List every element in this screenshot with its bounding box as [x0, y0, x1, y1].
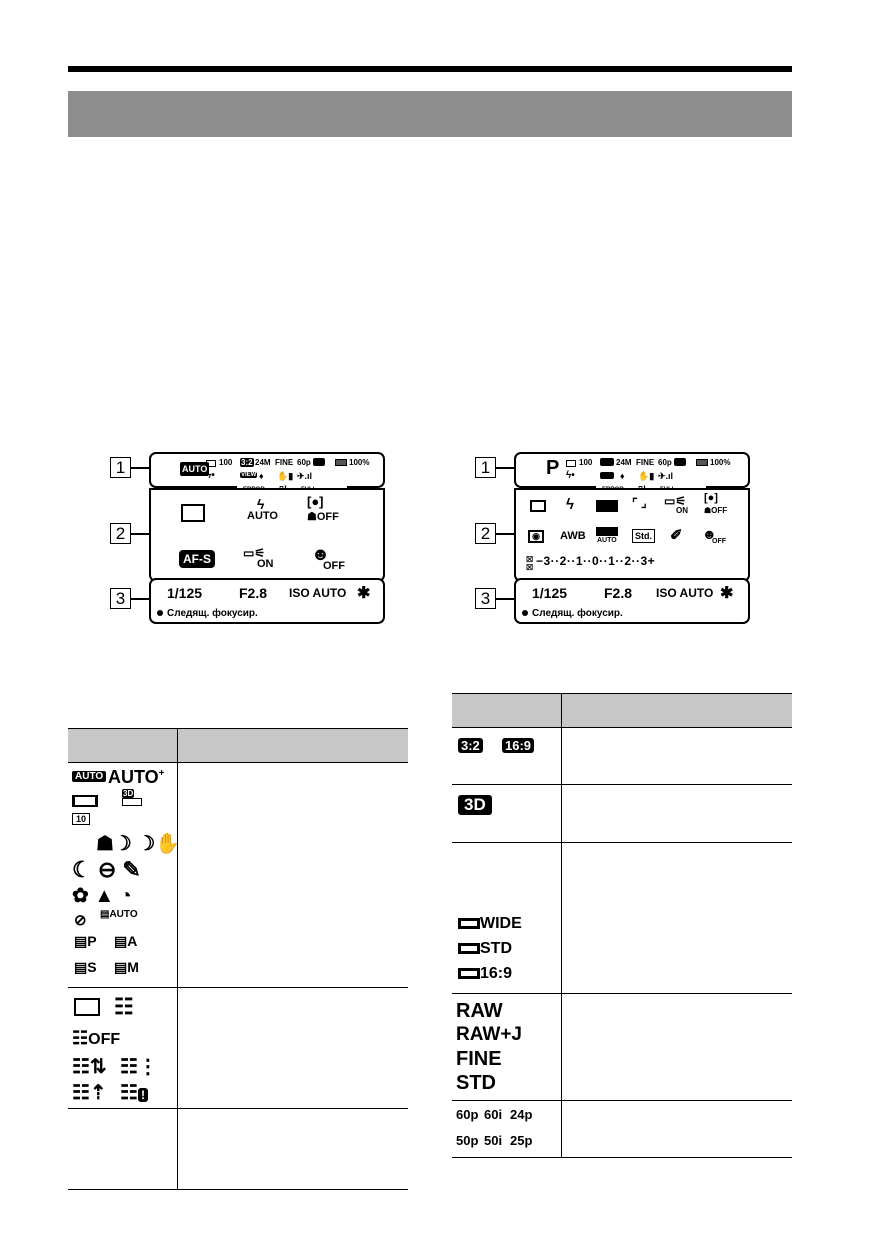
- quality-raw: RAW: [456, 1000, 503, 1022]
- dro-auto: AUTO: [597, 537, 617, 544]
- card-icon: [566, 459, 576, 468]
- auto-mode-icon: AUTO: [72, 771, 106, 782]
- shot-count: 100: [579, 458, 593, 467]
- creative-style: Std.: [632, 529, 655, 543]
- flash-charge-icon: ϟ•: [566, 470, 575, 481]
- focus-mode-badge: AF-S: [179, 550, 215, 568]
- icon-cell-shooting-modes: [68, 763, 181, 988]
- face-detect-off: OFF: [323, 560, 345, 572]
- callout-3: 3: [110, 588, 131, 609]
- icon-cell-quality: [452, 994, 562, 1101]
- scene-icons-row3: ✿ ▲ ◔: [72, 885, 132, 907]
- info-panel-bottom: [514, 578, 750, 624]
- header-cell-meaning: [562, 694, 793, 728]
- header-cell-display: [68, 729, 178, 763]
- shot-count: 100: [219, 458, 233, 467]
- meaning-cell: [178, 988, 409, 1109]
- meaning-cell: [178, 1109, 409, 1190]
- meaning-cell: [562, 728, 793, 785]
- gps-signal-icon: ✈.ıl: [297, 471, 313, 481]
- movie-format-icon: [313, 458, 325, 468]
- flash-icon: ϟ: [566, 496, 574, 513]
- steadyshot-icon: ✋▮: [277, 471, 294, 481]
- mic-off-icon: ♦: [259, 471, 264, 481]
- table-row: [452, 994, 792, 1101]
- white-balance: AWB: [560, 530, 586, 542]
- header-cell-meaning: [178, 729, 409, 763]
- creative-block: [596, 500, 618, 512]
- leader-line: [496, 598, 514, 600]
- table-row: [452, 1101, 792, 1158]
- leader-line: [131, 467, 149, 469]
- rate-60p: 60p: [456, 1107, 479, 1122]
- screen-diagram-right: [475, 452, 775, 630]
- scene-icons-row2: ☾ ⊖ ✎: [72, 857, 141, 882]
- icon-cell-panorama: [452, 843, 562, 994]
- screen-diagram-left: [110, 452, 410, 630]
- info-panel-top: [514, 452, 750, 488]
- battery-level: 100%: [710, 458, 731, 467]
- focus-area-icon: ⌜ ⌟: [632, 496, 647, 510]
- table-header: [452, 694, 792, 728]
- panorama-16-9: 16:9: [458, 965, 512, 983]
- icon-cell-frame-rates: [452, 1101, 562, 1158]
- table-row: [452, 728, 792, 785]
- rate-24p: 24p: [510, 1107, 533, 1122]
- quality-std: STD: [456, 1072, 496, 1094]
- icon-table-left: [68, 728, 408, 1190]
- icon-cell-aspect-ratio: [452, 728, 562, 785]
- rate-50i: 50i: [484, 1133, 503, 1148]
- rate-25p: 25p: [510, 1133, 533, 1148]
- ratio-3-2-badge: 3:2: [458, 738, 483, 753]
- callout-1: 1: [110, 457, 131, 478]
- table-row: [68, 763, 408, 988]
- movie-format-icon: [674, 458, 686, 468]
- mode-letter: P: [546, 457, 560, 479]
- quality: FINE: [636, 458, 655, 467]
- table-row: [68, 1109, 408, 1190]
- callout-1: 1: [475, 457, 496, 478]
- icon-cell-empty: [68, 1109, 178, 1190]
- steadyshot-icon: ✋▮: [638, 471, 655, 481]
- flash-charge-icon: ϟ•: [206, 470, 215, 481]
- drive-single-icon: [181, 504, 205, 522]
- auto-review-on: ON: [676, 506, 688, 515]
- movie-p-icon: ▤P: [74, 933, 97, 949]
- info-panel-middle: [149, 488, 385, 582]
- movie-a-icon: ▤A: [114, 933, 138, 949]
- smile-shutter-icon: ▭⚟: [243, 546, 266, 560]
- flash-icon: ϟ: [257, 496, 265, 512]
- iso-value: ISO AUTO: [289, 586, 347, 600]
- face-detect-off: OFF: [712, 538, 726, 545]
- section-banner: [68, 91, 792, 137]
- drive-single-icon: [530, 500, 546, 512]
- face-detect-icon: ☻: [702, 526, 717, 542]
- iso-value: ISO AUTO: [656, 586, 714, 600]
- view-badge: VIEW: [241, 472, 257, 478]
- movie-m-icon: ▤M: [114, 959, 139, 975]
- table-header: [68, 729, 408, 763]
- card-icon: [206, 459, 216, 468]
- memory-card-icon: [74, 998, 100, 1016]
- aperture-value: F2.8: [239, 585, 268, 601]
- three-d-badge: 3D: [458, 795, 492, 815]
- flash-mode-label: AUTO: [247, 510, 278, 522]
- image-size: 24M: [255, 458, 271, 467]
- soft-skin-icon: [●]: [307, 494, 324, 509]
- table-row: [452, 843, 792, 994]
- rate-60i: 60i: [484, 1107, 503, 1122]
- dro-block: [596, 527, 618, 536]
- movie-s-icon: ▤S: [74, 959, 97, 975]
- info-panel-top: [149, 452, 385, 488]
- meaning-cell: [562, 1101, 793, 1158]
- auto-review-on: ON: [257, 558, 274, 570]
- wifi-standby-icon: ☷⋮: [120, 1056, 158, 1078]
- quality: FINE: [275, 458, 294, 467]
- ratio-16-9-badge: 16:9: [502, 738, 534, 753]
- battery-icon: [335, 458, 347, 467]
- scene-icons-row1: ☗☽ ☽✋: [96, 833, 181, 855]
- callout-2: 2: [110, 523, 131, 544]
- leader-line: [496, 533, 514, 535]
- info-panel-middle: [514, 488, 750, 582]
- table-row: [452, 785, 792, 843]
- leader-line: [131, 533, 149, 535]
- top-rule: [68, 66, 792, 72]
- meaning-cell: [562, 843, 793, 994]
- frame-rate: 60p: [658, 458, 672, 467]
- aperture-value: F2.8: [604, 585, 633, 601]
- exposure-icon: ☒ ☒: [526, 555, 534, 572]
- image-size: 24M: [616, 458, 632, 467]
- picture-effect-icon: ✐: [670, 527, 683, 544]
- wifi-transfer-icon: ☷⇅: [72, 1056, 107, 1078]
- wifi-error-icon: ☷ !: [120, 1080, 148, 1105]
- view-block: [600, 472, 614, 481]
- battery-level: 100%: [349, 458, 370, 467]
- superior-auto-icon: AUTO+: [108, 767, 165, 787]
- rate-50p: 50p: [456, 1133, 479, 1148]
- gps-signal-icon: ✈.ıl: [658, 471, 674, 481]
- sweep-panorama-icon: [72, 795, 98, 807]
- soft-skin-off: ☗OFF: [704, 506, 728, 515]
- leader-line: [496, 467, 514, 469]
- quality-raw-jpeg: RAW+J: [456, 1024, 522, 1045]
- smile-shutter-icon: ▭⚟: [664, 494, 687, 508]
- continuous-priority-icon: 10: [72, 813, 90, 825]
- exposure-scale: −3··2··1··0··1··2··3+: [536, 554, 656, 568]
- meaning-cell: [562, 994, 793, 1101]
- mic-off-icon: ♦: [620, 471, 625, 481]
- callout-3: 3: [475, 588, 496, 609]
- leader-line: [131, 598, 149, 600]
- no-flash-icon: ⊘: [74, 912, 87, 929]
- table-row: [68, 988, 408, 1109]
- icon-cell-media-wifi: [68, 988, 178, 1109]
- quality-fine: FINE: [456, 1048, 502, 1070]
- soft-skin-off: ☗OFF: [307, 511, 339, 523]
- mode-badge: AUTO: [182, 464, 208, 474]
- callout-2: 2: [475, 523, 496, 544]
- battery-icon: [696, 458, 708, 467]
- shutter-speed: 1/125: [167, 585, 203, 601]
- ratio-block: [600, 458, 614, 468]
- panorama-std: STD: [458, 940, 512, 958]
- header-cell-display: [452, 694, 562, 728]
- icon-cell-3d: [452, 785, 562, 843]
- focus-status: Следящ. фокусир.: [157, 608, 258, 619]
- ae-lock-icon: ✱: [357, 585, 371, 602]
- shutter-speed: 1/125: [532, 585, 568, 601]
- ratio-badge: 3:2: [241, 458, 253, 467]
- info-panel-bottom: [149, 578, 385, 624]
- ae-lock-icon: ✱: [720, 585, 734, 602]
- movie-auto-icon: ▤AUTO: [100, 909, 138, 920]
- frame-rate: 60p: [297, 458, 311, 467]
- focus-status: Следящ. фокусир.: [522, 608, 623, 619]
- wifi-upload-icon: ☷⇡: [72, 1082, 107, 1104]
- sweep-3d-icon: 3D: [122, 789, 142, 806]
- panorama-wide: WIDE: [458, 915, 522, 933]
- wifi-icon: ☷: [114, 994, 134, 1019]
- icon-table-right: [452, 693, 792, 1158]
- meaning-cell: [562, 785, 793, 843]
- metering-icon: ◉: [528, 530, 544, 543]
- wifi-off-icon: ☷OFF: [72, 1028, 121, 1048]
- soft-skin-icon: [●]: [704, 492, 718, 504]
- face-detect-icon: ☻: [311, 544, 330, 564]
- meaning-cell: [178, 763, 409, 988]
